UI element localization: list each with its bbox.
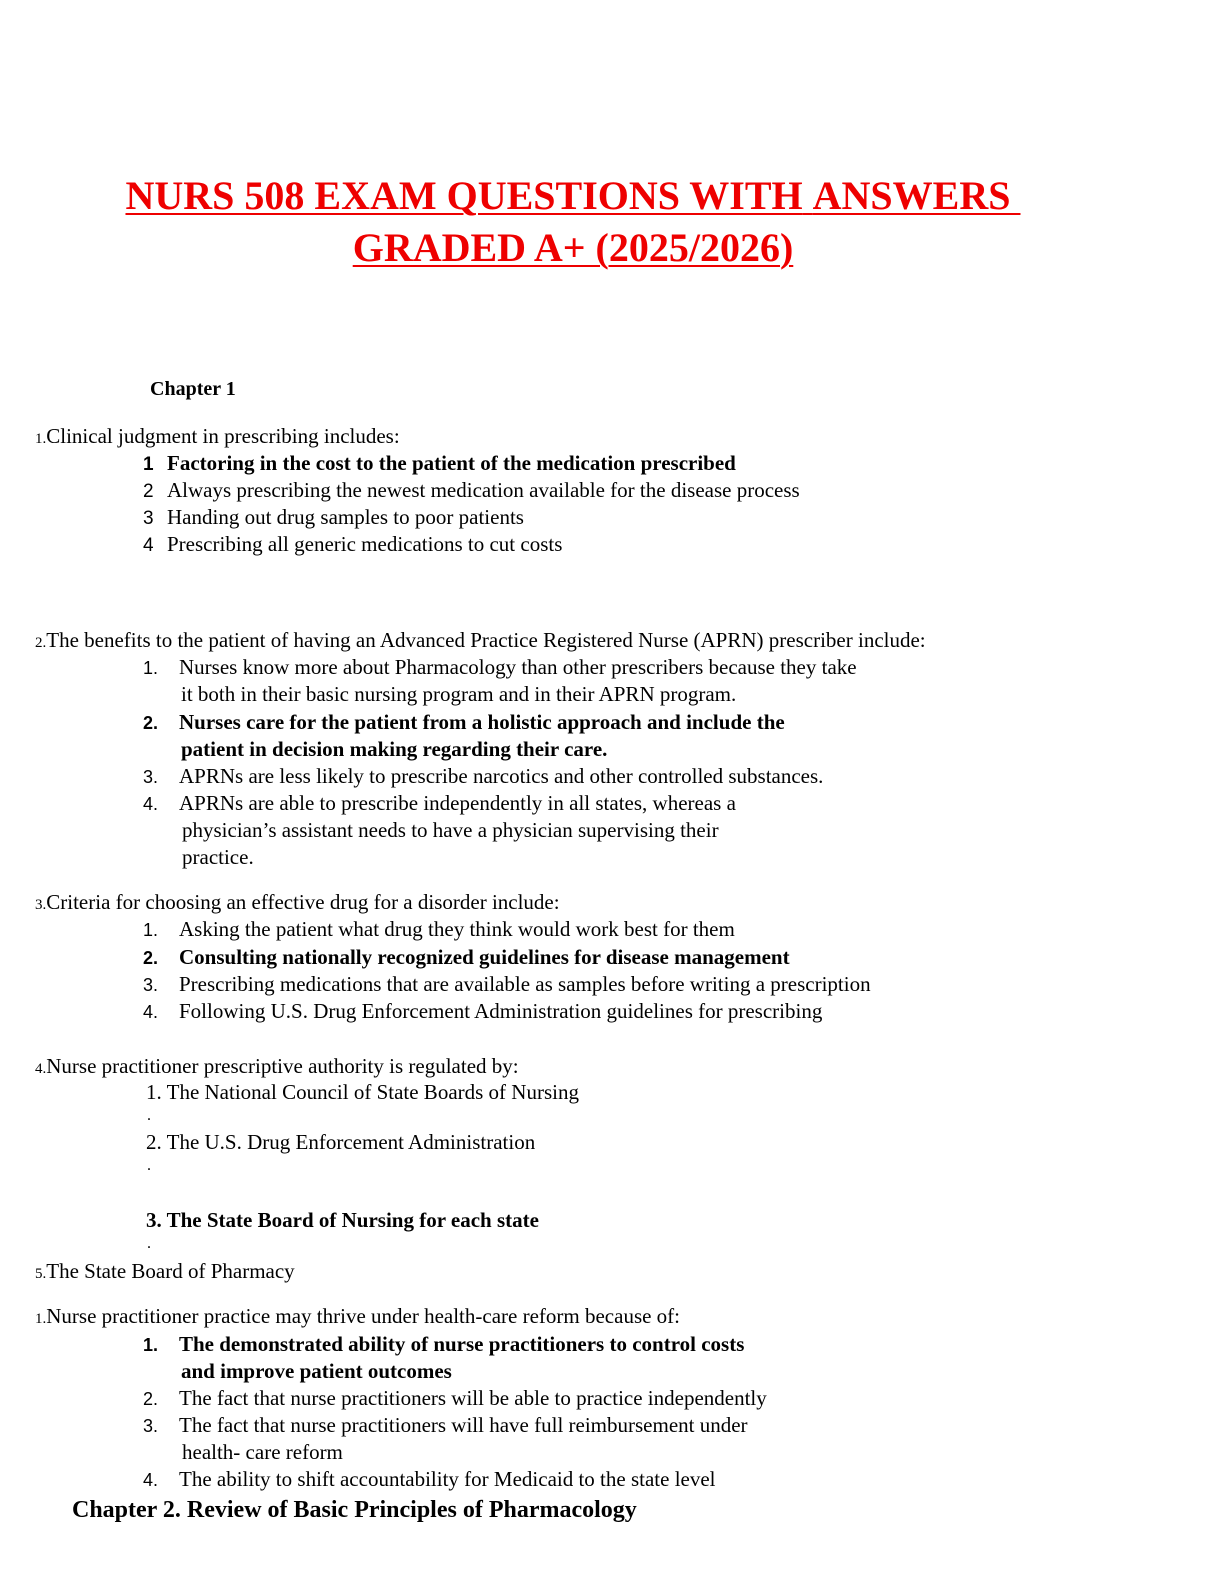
- q4-option-1: 1. The National Council of State Boards of Nursing: [146, 1080, 579, 1104]
- q1-option-3: 3 Handing out drug samples to poor patients: [143, 505, 524, 529]
- q6-option-2: 2. The fact that nurse practitioners will be able to practice independently: [143, 1386, 767, 1410]
- q2-option-4-cont2: practice.: [182, 845, 254, 869]
- title-part-a: NURS 508 EXAM QUESTIONS WITH: [125, 173, 803, 218]
- q2-option-4-cont1: physician’s assistant needs to have a physician supervising their: [182, 818, 719, 842]
- question-4: 4.Nurse practitioner prescriptive authority is regulated by:: [35, 1054, 519, 1078]
- q4-option-2: 2. The U.S. Drug Enforcement Administration: [146, 1130, 536, 1154]
- separator-dot: .: [147, 1235, 151, 1252]
- question-1: [35, 424, 400, 449]
- chapter-2-heading: Chapter 2. Review of Basic Principles of Pharmacology: [72, 1497, 637, 1523]
- question-text: Clinical judgment in prescribing includes:: [46, 424, 400, 448]
- document-title-line1: [0, 172, 1146, 219]
- q1-option-2: 2 Always prescribing the newest medication available for the disease process: [143, 478, 800, 502]
- q1-option-1: 1 Factoring in the cost to the patient of the medication prescribed: [143, 451, 736, 475]
- q2-option-3: 3. APRNs are less likely to prescribe narcotics and other controlled substances.: [143, 764, 824, 788]
- q2-option-1: 1. Nurses know more about Pharmacology than other prescribers because they take: [143, 655, 857, 679]
- q2-option-4: 4. APRNs are able to prescribe independently in all states, whereas a: [143, 791, 736, 815]
- q6-option-3-cont: health- care reform: [182, 1440, 343, 1464]
- question-5: 5.The State Board of Pharmacy: [35, 1259, 295, 1283]
- q3-option-3: 3. Prescribing medications that are available as samples before writing a prescription: [143, 972, 871, 996]
- q3-option-4: 4. Following U.S. Drug Enforcement Administration guidelines for prescribing: [143, 999, 823, 1023]
- q4-option-3: 3. The State Board of Nursing for each state: [146, 1208, 539, 1232]
- separator-dot: .: [147, 1157, 151, 1174]
- q3-option-1: 1. Asking the patient what drug they think would work best for them: [143, 917, 735, 941]
- q6-option-3: 3. The fact that nurse practitioners will have full reimbursement under: [143, 1413, 748, 1437]
- q6-option-4: 4. The ability to shift accountability for Medicaid to the state level: [143, 1467, 716, 1491]
- question-2: 2.The benefits to the patient of having an Advanced Practice Registered Nurse (APRN) prescriber include:: [35, 628, 926, 652]
- q2-option-2-cont: patient in decision making regarding their care.: [181, 737, 608, 761]
- q2-option-1-cont: it both in their basic nursing program and in their APRN program.: [181, 682, 737, 706]
- q2-option-2: 2. Nurses care for the patient from a holistic approach and include the: [143, 710, 785, 734]
- q6-option-1-cont: and improve patient outcomes: [181, 1359, 452, 1383]
- separator-dot: .: [147, 1107, 151, 1124]
- question-6: 1.Nurse practitioner practice may thrive under health-care reform because of:: [35, 1304, 681, 1328]
- question-number: 1.: [35, 431, 47, 447]
- title-part-b: ANSWERS: [812, 173, 1011, 218]
- document-title-line2: GRADED A+ (2025/2026): [352, 225, 794, 270]
- q1-option-4: 4 Prescribing all generic medications to cut costs: [143, 532, 563, 556]
- chapter-1-heading: Chapter 1: [150, 378, 236, 400]
- q3-option-2: 2. Consulting nationally recognized guidelines for disease management: [143, 945, 790, 969]
- q6-option-1: 1. The demonstrated ability of nurse practitioners to control costs: [143, 1332, 745, 1356]
- question-3: 3.Criteria for choosing an effective drug for a disorder include:: [35, 890, 560, 914]
